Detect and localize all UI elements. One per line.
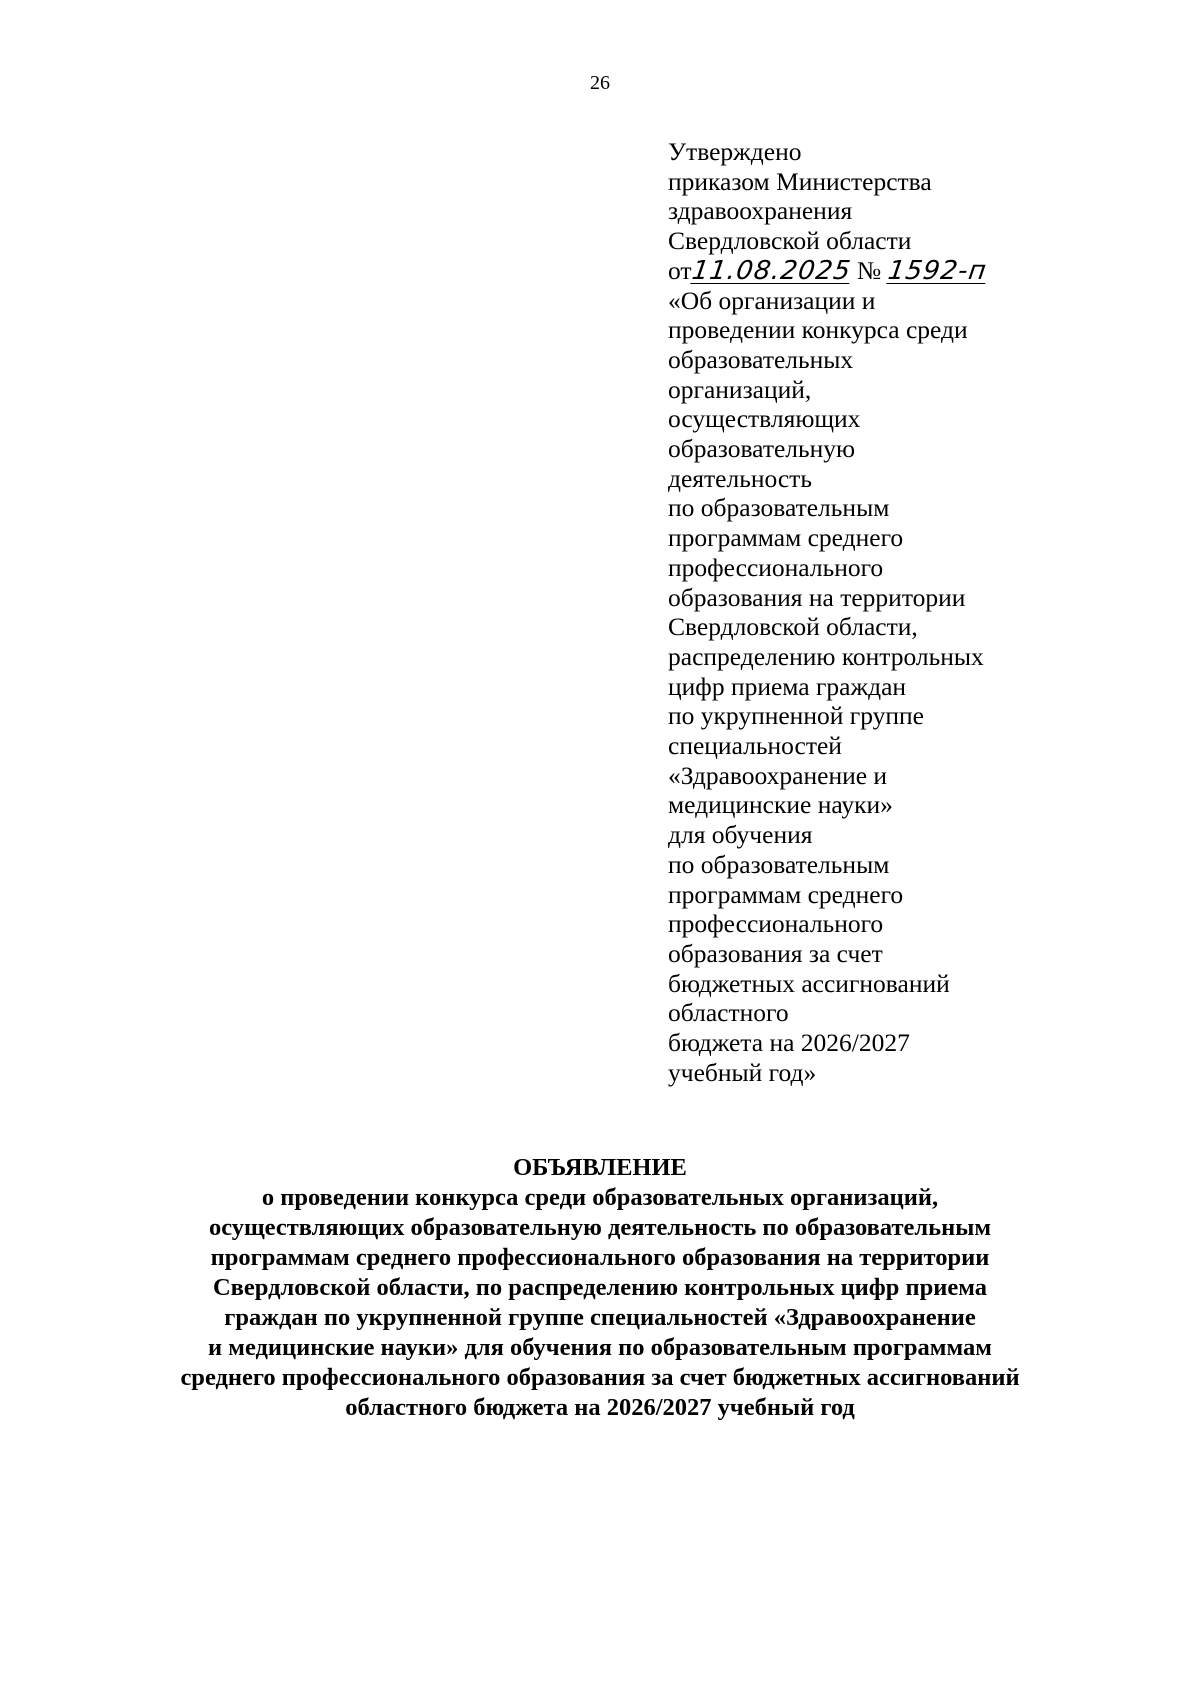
announcement-line: Свердловской области, по распределению контрольных цифр приема bbox=[212, 1274, 988, 1301]
approval-line: проведении конкурса среди bbox=[668, 315, 968, 345]
approval-line: распределению контрольных bbox=[668, 641, 984, 671]
approval-line: профессионального bbox=[668, 909, 884, 939]
approval-line: образования на территории bbox=[668, 582, 966, 612]
approval-line: учебный год» bbox=[668, 1057, 817, 1087]
from-label: от bbox=[668, 255, 692, 285]
approval-line: для обучения bbox=[668, 820, 813, 850]
announcement-line: среднего профессионального образования за счет бюджетных ассигнований bbox=[180, 1364, 1020, 1391]
approval-line: Утверждено bbox=[668, 137, 802, 166]
approval-line: по укрупненной группе bbox=[668, 701, 924, 731]
approval-line: цифр приема граждан bbox=[668, 671, 907, 701]
approval-line: областного bbox=[668, 998, 789, 1028]
approval-line: здравоохранения bbox=[668, 196, 853, 226]
approval-line: бюджетных ассигнований bbox=[668, 968, 950, 998]
approval-line: приказом Министерства bbox=[668, 166, 932, 196]
approval-line: бюджета на 2026/2027 bbox=[668, 1028, 910, 1058]
approval-line: медицинские науки» bbox=[668, 790, 893, 820]
approval-line: «Об организации и bbox=[668, 285, 876, 315]
handwritten-date: 11.08.2025 bbox=[689, 255, 853, 286]
approval-line: деятельность bbox=[668, 463, 812, 493]
approval-line: образования за счет bbox=[668, 938, 883, 968]
approval-line: «Здравоохранение и bbox=[668, 760, 888, 790]
approval-line: образовательных bbox=[668, 344, 854, 374]
approval-block bbox=[668, 137, 989, 1088]
approval-line: организаций, bbox=[668, 374, 812, 404]
announcement-line: областного бюджета на 2026/2027 учебный год bbox=[345, 1394, 855, 1421]
announcement-line: о проведении конкурса среди образовательных организаций, bbox=[261, 1184, 939, 1211]
approval-line: специальностей bbox=[668, 731, 842, 761]
page-number: 26 bbox=[590, 72, 610, 94]
approval-line: профессионального bbox=[668, 552, 884, 582]
announcement-line: программам среднего профессионального образования на территории bbox=[210, 1244, 990, 1271]
approval-line: программам среднего bbox=[668, 523, 904, 553]
number-label: № bbox=[856, 255, 882, 285]
announcement-line: осуществляющих образовательную деятельность по образовательным bbox=[208, 1214, 992, 1241]
order-reference-line bbox=[668, 255, 989, 286]
handwritten-order-number: 1592-п bbox=[885, 255, 989, 286]
announcement-title bbox=[0, 1153, 1200, 1423]
approval-line: образовательную bbox=[668, 434, 856, 464]
announcement-line: и медицинские науки» для обучения по образовательным программам bbox=[208, 1334, 992, 1361]
approval-line: Свердловской области bbox=[668, 226, 912, 256]
approval-line: Свердловской области, bbox=[668, 612, 918, 642]
announcement-line: граждан по укрупненной группе специальностей «Здравоохранение bbox=[224, 1304, 976, 1331]
approval-line: по образовательным bbox=[668, 849, 890, 879]
announcement-heading: ОБЪЯВЛЕНИЕ bbox=[513, 1154, 687, 1181]
approval-line: осуществляющих bbox=[668, 404, 861, 434]
approval-line: по образовательным bbox=[668, 493, 890, 523]
approval-line: программам среднего bbox=[668, 879, 904, 909]
